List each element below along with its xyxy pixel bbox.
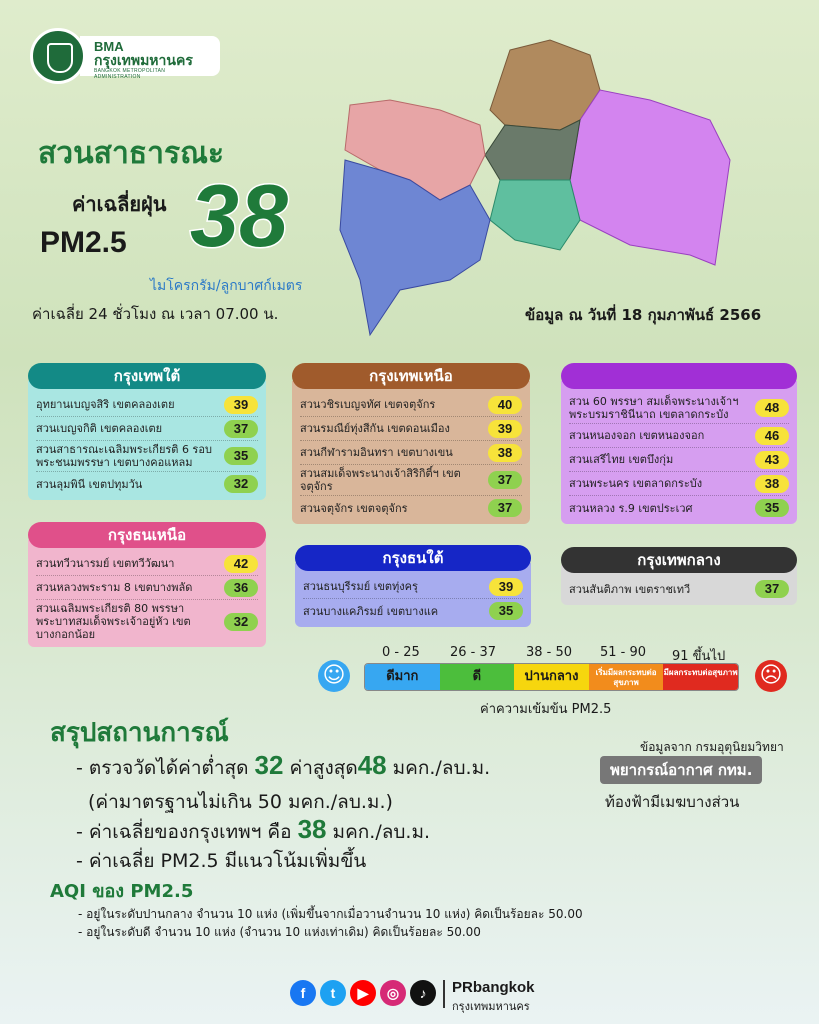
park-name: สวนสมเด็จพระนางเจ้าสิริกิติ์ฯ เขตจตุจักร xyxy=(300,467,461,493)
pm25-value-badge: 38 xyxy=(755,475,789,493)
park-row xyxy=(569,424,789,448)
zone-panel-central xyxy=(561,547,797,605)
zone-panel-north xyxy=(292,363,530,524)
zone-title xyxy=(561,363,797,389)
park-name: สวนกีฬารามอินทรา เขตบางเขน xyxy=(300,446,453,459)
zone-panel-east xyxy=(561,363,797,524)
map-zone-central xyxy=(485,120,580,180)
park-name: สวนหลวงพระราม 8 เขตบางพลัด xyxy=(36,581,193,594)
park-name: สวนเบญจกิติ เขตคลองเตย xyxy=(36,422,163,435)
smile-face-icon: ☺ xyxy=(318,660,350,692)
scale-range-3: 38 - 50 xyxy=(526,645,573,660)
summary-line-2: (ค่ามาตรฐานไม่เกิน 50 มคก./ลบ.ม.) xyxy=(88,791,393,813)
unit-label: ไมโครกรัม/ลูกบาศก์เมตร xyxy=(150,278,303,294)
park-name: สวนสันติภาพ เขตราชเทวี xyxy=(569,582,691,596)
park-row xyxy=(36,417,258,441)
pm25-value-badge: 46 xyxy=(755,427,789,445)
park-row xyxy=(569,472,789,496)
logo-english: BANGKOK METROPOLITAN ADMINISTRATION xyxy=(94,68,166,80)
youtube-icon[interactable]: ▶ xyxy=(350,980,376,1006)
park-name: สวนรมณีย์ทุ่งสีกัน เขตดอนเมือง xyxy=(300,422,450,435)
aqi-line-1: - อยู่ในระดับปานกลาง จำนวน 10 แห่ง (เพิ่มขึ้นจากเมื่อวานจำนวน 10 แห่ง) คิดเป็นร้อยละ 50.00 xyxy=(78,907,583,921)
summary-line-3 xyxy=(76,814,430,847)
park-row xyxy=(300,465,522,496)
park-row xyxy=(569,393,789,424)
pm25-value-badge: 43 xyxy=(755,451,789,469)
park-row xyxy=(303,599,523,623)
weather-label: พยากรณ์อากาศ กทม. xyxy=(600,756,762,784)
zone-panel-thonburi-north xyxy=(28,522,266,647)
data-date: ข้อมูล ณ วันที่ 18 กุมภาพันธ์ 2566 xyxy=(525,306,762,324)
park-name: สวนบางแคภิรมย์ เขตบางแค xyxy=(303,604,439,618)
weather-forecast: ท้องฟ้ามีเมฆบางส่วน xyxy=(605,793,740,811)
park-name: สวนเสรีไทย เขตบึงกุ่ม xyxy=(569,453,674,466)
footer-divider xyxy=(443,980,445,1008)
park-row xyxy=(36,393,258,417)
summary-avg-value: 38 xyxy=(297,814,327,844)
bangkok-zone-map xyxy=(330,30,750,340)
subtitle-pm25: PM2.5 xyxy=(40,226,127,259)
logo-short: BMA xyxy=(94,39,124,54)
aqi-scale-bar xyxy=(364,663,739,691)
pm25-value-badge: 37 xyxy=(488,471,522,489)
zone-title: กรุงธนเหนือ xyxy=(28,522,266,548)
scale-range-4: 51 - 90 xyxy=(600,645,647,660)
bma-logo-text xyxy=(80,36,220,80)
pm25-value-badge: 35 xyxy=(224,447,258,465)
zone-title: กรุงเทพใต้ xyxy=(28,363,266,389)
bma-emblem-icon xyxy=(30,28,86,84)
aqi-level-2: ดี xyxy=(440,664,515,690)
zone-title: กรุงเทพเหนือ xyxy=(292,363,530,389)
aqi-line-2: - อยู่ในระดับดี จำนวน 10 แห่ง (จำนวน 10 แห่งเท่าเดิม) คิดเป็นร้อยละ 50.00 xyxy=(78,925,481,939)
park-name: สวนเฉลิมพระเกียรติ 80 พรรษา พระบาทสมเด็จพระเจ้าอยู่หัว เขตบางกอกน้อย xyxy=(36,602,191,641)
pm25-value-badge: 32 xyxy=(224,613,258,631)
average-value: 38 xyxy=(190,166,288,265)
summary-text: - ตรวจวัดได้ค่าต่ำสุด xyxy=(76,757,249,779)
park-row xyxy=(569,577,789,601)
facebook-icon[interactable]: f xyxy=(290,980,316,1006)
summary-title: สรุปสถานการณ์ xyxy=(50,718,229,748)
pm25-value-badge: 37 xyxy=(224,420,258,438)
map-zone-east xyxy=(570,90,730,265)
pm25-value-badge: 42 xyxy=(224,555,258,573)
park-row xyxy=(36,576,258,600)
scale-range-1: 0 - 25 xyxy=(382,645,420,660)
summary-text: - ค่าเฉลี่ยของกรุงเทพฯ คือ xyxy=(76,821,292,843)
park-name: สวนทวีวนารมย์ เขตทวีวัฒนา xyxy=(36,557,175,570)
summary-line-4: - ค่าเฉลี่ย PM2.5 มีแนวโน้มเพิ่มขึ้น xyxy=(76,850,367,872)
park-name: สวนลุมพินี เขตปทุมวัน xyxy=(36,477,143,491)
park-row xyxy=(36,600,258,643)
pm25-value-badge: 39 xyxy=(224,396,258,414)
pm25-value-badge: 40 xyxy=(488,396,522,414)
park-name: สวน 60 พรรษา สมเด็จพระนางเจ้าฯ พระบรมราชินีนาถ เขตลาดกระบัง xyxy=(569,395,739,421)
pm25-value-badge: 37 xyxy=(755,580,789,598)
park-name: สวนสาธารณะเฉลิมพระเกียรติ 6 รอบ พระชนมพรรษา เขตบางคอแหลม xyxy=(36,443,212,469)
park-row xyxy=(300,417,522,441)
sad-face-icon: ☹ xyxy=(755,660,787,692)
park-row xyxy=(36,441,258,472)
park-row xyxy=(36,472,258,496)
aqi-level-4: เริ่มมีผลกระทบต่อสุขภาพ xyxy=(589,664,664,690)
summary-unit: มคก./ลบ.ม. xyxy=(392,757,491,779)
tiktok-icon[interactable]: ♪ xyxy=(410,980,436,1006)
footer-account-name: PRbangkok xyxy=(452,979,535,996)
scale-caption: ค่าความเข้มข้น PM2.5 xyxy=(480,702,612,717)
park-name: สวนธนบุรีรมย์ เขตทุ่งครุ xyxy=(303,580,418,593)
pm25-value-badge: 39 xyxy=(489,578,523,596)
zone-panel-south xyxy=(28,363,266,500)
summary-unit: มคก./ลบ.ม. xyxy=(332,821,431,843)
park-row xyxy=(300,393,522,417)
average-note: ค่าเฉลี่ย 24 ชั่วโมง ณ เวลา 07.00 น. xyxy=(32,305,279,323)
pm25-value-badge: 35 xyxy=(489,602,523,620)
aqi-level-1: ดีมาก xyxy=(365,664,440,690)
park-name: สวนจตุจักร เขตจตุจักร xyxy=(300,501,408,515)
park-name: สวนหลวง ร.9 เขตประเวศ xyxy=(569,501,693,515)
park-row xyxy=(300,441,522,465)
footer-thai-name: กรุงเทพมหานคร xyxy=(452,1000,530,1013)
park-name: อุทยานเบญจสิริ เขตคลองเตย xyxy=(36,398,175,411)
pm25-value-badge: 32 xyxy=(224,475,258,493)
aqi-title: AQI ของ PM2.5 xyxy=(50,881,194,902)
instagram-icon[interactable]: ◎ xyxy=(380,980,406,1006)
map-zone-thonburi-south xyxy=(340,160,490,335)
zone-title: กรุงเทพกลาง xyxy=(561,547,797,573)
subtitle-average-dust: ค่าเฉลี่ยฝุ่น xyxy=(72,192,167,216)
pm25-value-badge: 38 xyxy=(488,444,522,462)
pm25-value-badge: 36 xyxy=(224,579,258,597)
summary-text: ค่าสูงสุด xyxy=(289,757,358,779)
park-row xyxy=(303,575,523,599)
page-title: สวนสาธารณะ xyxy=(38,136,225,171)
summary-max-value: 48 xyxy=(357,750,387,780)
logo-thai: กรุงเทพมหานคร xyxy=(94,53,193,69)
twitter-icon[interactable]: t xyxy=(320,980,346,1006)
park-row xyxy=(36,552,258,576)
pm25-value-badge: 35 xyxy=(755,499,789,517)
aqi-level-5: มีผลกระทบต่อสุขภาพ xyxy=(663,664,738,690)
park-row xyxy=(300,496,522,520)
park-row xyxy=(569,496,789,520)
aqi-level-3: ปานกลาง xyxy=(514,664,589,690)
park-row xyxy=(569,448,789,472)
scale-range-2: 26 - 37 xyxy=(450,645,497,660)
zone-panel-thonburi-south xyxy=(295,545,531,627)
park-name: สวนพระนคร เขตลาดกระบัง xyxy=(569,477,703,490)
map-zone-south xyxy=(490,180,580,250)
summary-line-1 xyxy=(76,750,490,783)
weather-source: ข้อมูลจาก กรมอุตุนิยมวิทยา xyxy=(640,740,784,754)
pm25-value-badge: 48 xyxy=(755,399,789,417)
scale-range-5: 91 ขึ้นไป xyxy=(672,649,726,664)
pm25-value-badge: 39 xyxy=(488,420,522,438)
zone-title: กรุงธนใต้ xyxy=(295,545,531,571)
pm25-value-badge: 37 xyxy=(488,499,522,517)
park-name: สวนหนองจอก เขตหนองจอก xyxy=(569,429,705,442)
summary-min-value: 32 xyxy=(254,750,284,780)
park-name: สวนวชิรเบญจทัศ เขตจตุจักร xyxy=(300,398,436,411)
